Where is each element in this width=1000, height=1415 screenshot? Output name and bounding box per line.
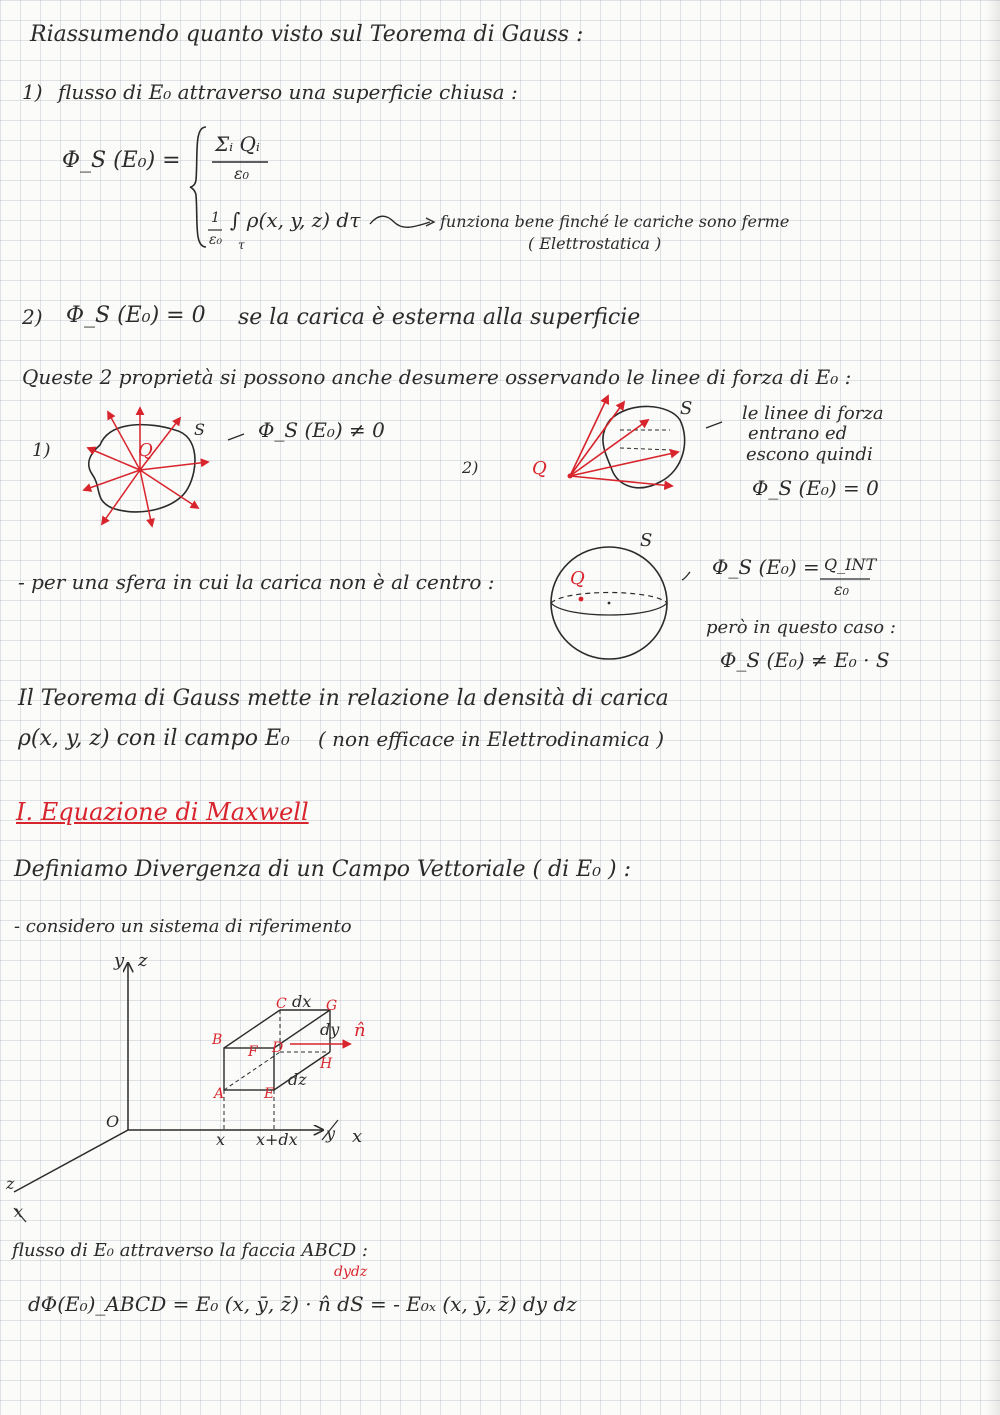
fig1-eq: Φ_S (E₀) ≠ 0 [258, 418, 385, 442]
dash-connector [228, 432, 248, 442]
section-title: I. Equazione di Maxwell [16, 798, 309, 826]
fig2-surface-label: S [680, 398, 693, 419]
case2-frac-den: ε₀ [209, 232, 223, 248]
dash-connector [706, 420, 726, 430]
axis-x-label: x [352, 1126, 363, 1147]
definition-text: Definiamo Divergenza di un Campo Vettoriale ( di E₀ ) : [14, 857, 632, 882]
gauss-text2b: ( non efficace in Elettrodinamica ) [318, 727, 665, 751]
box-dx-label: dx [292, 992, 312, 1011]
sphere-eq2: Φ_S (E₀) ≠ E₀ · S [720, 648, 890, 672]
sphere-note: però in questo caso : [706, 617, 896, 638]
reference-text: - considero un sistema di riferimento [14, 916, 352, 937]
box-dz-label: dz [288, 1070, 307, 1089]
fig1-label: 1) [32, 440, 51, 461]
vertex-B: B [212, 1032, 223, 1048]
sphere-intro: - per una sfera in cui la carica non è al centro : [18, 570, 495, 594]
vertex-C: C [276, 996, 287, 1012]
curly-brace-icon [188, 125, 208, 250]
case2-frac-num: 1 [211, 210, 220, 226]
fig2-charge: Q [532, 458, 547, 479]
item2-text: se la carica è esterna alla superficie [238, 305, 641, 330]
connector-mark [680, 570, 692, 582]
item2-eq: Φ_S (E₀) = 0 [66, 303, 206, 328]
fig1-surface-label: S [194, 420, 205, 439]
vertex-H: H [320, 1056, 333, 1072]
fig2-surface-diagram [560, 390, 700, 500]
properties-text: Queste 2 proprietà si possono anche desumere osservando le linee di forza di E₀ : [22, 365, 852, 389]
axis-z-top-label: z [138, 950, 148, 971]
box-dy-label: dy [320, 1020, 340, 1039]
vertex-F: F [248, 1044, 258, 1060]
axis-x-struck-bottom-label: x [14, 1202, 24, 1221]
axis-x-struck-label: y [326, 1124, 336, 1143]
heading: Riassumendo quanto visto sul Teorema di Gauss : [30, 22, 584, 47]
gauss-text2a: ρ(x, y, z) con il campo E₀ [18, 726, 290, 751]
vertex-G: G [326, 998, 338, 1014]
fig2-note1: le linee di forza [742, 403, 884, 424]
item1-label: 1) [22, 80, 43, 104]
fig2-note3: escono quindi [746, 444, 873, 465]
coordinate-diagram [0, 940, 420, 1230]
fig1-charge: Q [138, 440, 153, 461]
case1-num: Σᵢ Qᵢ [215, 132, 260, 156]
case2-integral: ∫ ρ(x, y, z) dτ [230, 208, 361, 232]
fig2-note2: entrano ed [748, 423, 848, 444]
vertex-A: A [214, 1086, 225, 1102]
axis-z-bottom-label: z [6, 1174, 15, 1193]
fig2-eq: Φ_S (E₀) = 0 [752, 476, 879, 500]
normal-vector-label: n̂ [354, 1020, 366, 1041]
vertex-E: E [264, 1086, 275, 1102]
sphere-diagram [545, 545, 675, 665]
case2-note2: ( Elettrostatica ) [528, 234, 662, 253]
case2-note: funziona bene finché le cariche sono ferme [440, 212, 790, 231]
axis-origin-label: O [106, 1112, 120, 1131]
item1-lhs: Φ_S (E₀) = [62, 148, 181, 173]
case1-den: ε₀ [234, 164, 249, 183]
page-edge-shadow [986, 0, 1000, 1415]
axis-y-label: y [114, 950, 125, 971]
case2-sub: τ [238, 238, 245, 252]
sphere-eq-lhs: Φ_S (E₀) = [712, 555, 820, 579]
vertex-D: D [272, 1040, 284, 1056]
sphere-eq-num: Q_INT [824, 555, 877, 574]
sphere-eq-den: ε₀ [834, 580, 849, 599]
gauss-text1: Il Teorema di Gauss mette in relazione la densità di carica [18, 686, 669, 711]
flux-annotation: dydz [334, 1264, 368, 1280]
flux-equation: dΦ(E₀)_ABCD = E₀ (x, ȳ, z̄) · n̂ dS = - E₀ₓ (x, ȳ, z̄) dy dz [28, 1292, 577, 1316]
flux-text: flusso di E₀ attraverso la faccia ABCD : [12, 1240, 368, 1261]
tick-x-label: x [216, 1130, 226, 1149]
wavy-arrow-icon [368, 214, 438, 230]
sphere-charge: Q [570, 568, 585, 589]
sphere-surface-label: S [640, 530, 653, 551]
item1-text: flusso di E₀ attraverso una superficie chiusa : [58, 80, 518, 104]
fig2-label: 2) [462, 458, 479, 477]
tick-xdx-label: x+dx [256, 1130, 298, 1149]
item2-label: 2) [22, 305, 43, 329]
